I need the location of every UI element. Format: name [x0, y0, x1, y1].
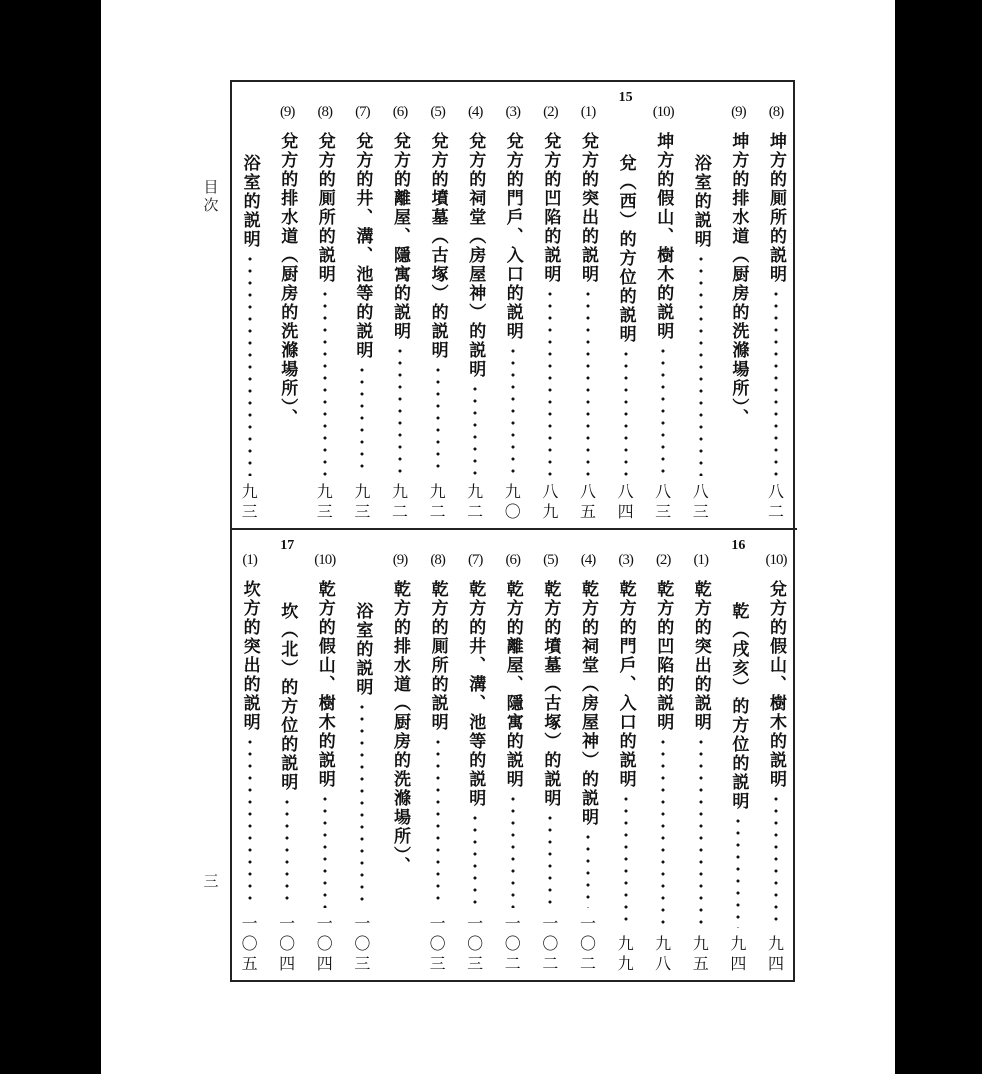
page-reference [573, 482, 603, 522]
dot-leader [624, 793, 628, 928]
toc-entry[interactable] [573, 530, 603, 980]
dot-leader [398, 345, 402, 476]
dot-leader [248, 736, 252, 908]
page-reference [761, 482, 791, 522]
entry-title: 兌方的井、溝、池等的説明 [352, 132, 373, 360]
scan-margin-left [0, 0, 101, 1074]
page-reference [611, 482, 641, 522]
dot-leader [586, 831, 590, 908]
dot-leader [473, 383, 477, 476]
entry-title: 坤方的厠所的説明 [766, 132, 786, 284]
page-digit: 九 [730, 934, 747, 953]
section-number: 15 [618, 90, 633, 105]
toc-entry[interactable] [498, 82, 528, 528]
entry-title: 乾（戌亥）的方位的説明 [728, 602, 749, 811]
page-digit: 二 [767, 502, 784, 521]
dot-leader [699, 736, 703, 928]
entry-number: (2) [543, 104, 558, 120]
page-digit: 四 [279, 954, 296, 973]
entry-number: (10) [314, 552, 336, 568]
entry-title: 乾方的厠所的説明 [427, 580, 448, 732]
entry-title: 浴室的説明 [690, 154, 711, 249]
page-digit: 〇 [354, 934, 371, 953]
page-reference [347, 482, 377, 522]
page-reference [272, 914, 302, 974]
page-digit: 〇 [467, 934, 484, 953]
entry-number: (1) [580, 104, 596, 120]
toc-entry[interactable] [235, 530, 265, 980]
entry-title: 乾方的井、溝、池等的説明 [465, 580, 486, 808]
page-digit: 九 [316, 482, 333, 501]
page-digit: 三 [241, 502, 258, 521]
page-digit: 九 [617, 954, 634, 973]
toc-entry[interactable] [535, 82, 565, 528]
page-digit: 九 [504, 482, 521, 501]
side-title-char: 次 [203, 196, 219, 214]
page-digit: 八 [767, 482, 784, 501]
page-digit: 三 [467, 954, 484, 973]
toc-entry[interactable] [235, 82, 265, 528]
dot-leader [736, 815, 740, 928]
page-digit: 八 [542, 482, 559, 501]
toc-entry[interactable] [272, 82, 302, 528]
page-digit: 〇 [316, 934, 333, 953]
page-reference [235, 482, 265, 522]
entry-title: 坎（北）的方位的説明 [277, 602, 298, 792]
section-title-contents [203, 178, 219, 214]
page-reference [460, 914, 490, 974]
page-digit: 三 [354, 502, 371, 521]
page-reference [385, 482, 415, 522]
page-digit: 九 [467, 482, 484, 501]
entry-title: 兌方的排水道（厨房的洗滌場所）、 [277, 132, 298, 428]
entry-number: (7) [355, 104, 370, 120]
page-number-marker [203, 872, 219, 890]
entry-number: (4) [580, 552, 596, 568]
entry-number: (8) [317, 104, 333, 120]
entry-number: (2) [655, 552, 671, 568]
page-reference [573, 914, 603, 974]
entry-number: (6) [392, 104, 408, 120]
page-reference [761, 934, 791, 974]
page-digit: 八 [655, 482, 672, 501]
dot-leader [360, 701, 364, 908]
page-digit: 一 [429, 914, 446, 933]
toc-entry[interactable] [573, 82, 603, 528]
entry-title: 兌方的祠堂（房屋神）的説明 [465, 132, 486, 379]
page-digit: 一 [579, 914, 596, 933]
page-digit: 二 [542, 954, 559, 973]
dot-leader [661, 345, 665, 476]
dot-leader [586, 288, 590, 476]
entry-number: (3) [618, 552, 633, 568]
page-digit: 〇 [241, 934, 258, 953]
toc-entry[interactable] [723, 82, 753, 528]
page-reference [611, 934, 641, 974]
page-digit: 三 [316, 502, 333, 521]
page-digit: 九 [617, 934, 634, 953]
page-digit: 〇 [542, 934, 559, 953]
page-digit: 〇 [279, 934, 296, 953]
entry-title: 兌方的門戶、入口的説明 [502, 132, 523, 341]
page-digit: 〇 [579, 934, 596, 953]
entry-number: (5) [543, 552, 558, 568]
toc-entry[interactable] [310, 82, 340, 528]
page-digit: 九 [655, 934, 672, 953]
toc-entry[interactable] [648, 82, 678, 528]
page-digit: 九 [542, 502, 559, 521]
entry-title: 乾方的墳墓（古塚）的説明 [540, 580, 561, 808]
entry-number: (1) [242, 552, 257, 568]
page-digit: 八 [617, 482, 634, 501]
dot-leader [661, 736, 665, 928]
dot-leader [511, 793, 515, 908]
dot-leader [360, 364, 364, 476]
page-reference [686, 482, 716, 522]
dot-leader [248, 253, 252, 476]
page-digit: 三 [692, 502, 709, 521]
entry-number: (10) [652, 104, 674, 120]
page-digit: 一 [354, 914, 371, 933]
dot-leader [548, 288, 552, 476]
entry-number: (1) [693, 552, 709, 568]
toc-entry[interactable] [686, 530, 716, 980]
entry-title: 兌方的離屋、隱寓的説明 [390, 132, 410, 341]
entry-title: 坤方的假山、樹木的説明 [653, 132, 674, 341]
page-reference [648, 934, 678, 974]
entry-title: 乾方的凹陷的説明 [653, 580, 674, 732]
entry-number: (9) [731, 104, 746, 120]
entry-title: 乾方的門戶、入口的説明 [615, 580, 636, 789]
page-digit: 一 [279, 914, 296, 933]
dot-leader [511, 345, 515, 476]
page-reference [648, 482, 678, 522]
page-digit: 一 [542, 914, 559, 933]
dot-leader [323, 793, 327, 908]
entry-number: (3) [505, 104, 521, 120]
page-reference [686, 934, 716, 974]
page-digit: 二 [429, 502, 446, 521]
dot-leader [436, 364, 440, 476]
entry-number: (10) [765, 552, 787, 568]
page-digit: 九 [354, 482, 371, 501]
entry-title: 兌方的凹陷的説明 [540, 132, 561, 284]
toc-top-half [232, 82, 795, 528]
page-reference [235, 914, 265, 974]
page-reference [423, 482, 453, 522]
page-digit: 四 [316, 954, 333, 973]
dot-leader [285, 796, 289, 908]
dot-leader [774, 288, 778, 476]
toc-entry[interactable] [498, 530, 528, 980]
dot-leader [473, 812, 477, 908]
page-digit: 〇 [504, 934, 521, 953]
page-digit: 三 [429, 954, 446, 973]
toc-entry[interactable] [648, 530, 678, 980]
page-digit: 九 [241, 482, 258, 501]
section-number: 17 [280, 538, 295, 553]
entry-title: 乾方的離屋、隱寓的説明 [502, 580, 523, 789]
toc-entry[interactable] [460, 82, 490, 528]
page-digit: 四 [767, 954, 784, 973]
page-reference [460, 482, 490, 522]
page-digit: 九 [692, 934, 709, 953]
entry-title: 兌方的假山、樹木的説明 [766, 580, 786, 789]
entry-title: 乾方的突出的説明 [690, 580, 711, 732]
page-digit: 九 [391, 482, 408, 501]
entry-number: (8) [768, 104, 784, 120]
page-digit: 八 [692, 482, 709, 501]
dot-leader [699, 253, 703, 476]
page-digit: 一 [316, 914, 333, 933]
entry-title: 兌方的墳墓（古塚）的説明 [427, 132, 448, 360]
entry-title: 坤方的排水道（厨房的洗滌場所）、 [728, 132, 749, 428]
page-reference [310, 482, 340, 522]
dot-leader [436, 736, 440, 908]
dot-leader [548, 812, 552, 908]
entry-title: 浴室的説明 [352, 602, 373, 697]
page-reference [498, 914, 528, 974]
page-reference [535, 914, 565, 974]
entry-title: 浴室的説明 [239, 154, 260, 249]
entry-title: 兌（西）的方位的説明 [615, 154, 636, 344]
page-number: 三 [203, 872, 219, 890]
toc-entry[interactable] [423, 82, 453, 528]
entry-title: 乾方的祠堂（房屋神）的説明 [578, 580, 598, 827]
page-digit: 四 [730, 954, 747, 973]
page-reference [310, 914, 340, 974]
entry-number: (9) [279, 104, 295, 120]
entry-number: (4) [467, 104, 483, 120]
toc-entry[interactable] [611, 82, 641, 528]
page-reference [535, 482, 565, 522]
page-digit: 二 [467, 502, 484, 521]
toc-entry[interactable] [310, 530, 340, 980]
toc-bottom-half [232, 530, 795, 980]
page-digit: 九 [429, 482, 446, 501]
toc-entry[interactable] [347, 82, 377, 528]
entry-number: (7) [467, 552, 483, 568]
entry-title: 乾方的排水道（厨房的洗滌場所）、 [390, 580, 410, 876]
page-digit: 三 [655, 502, 672, 521]
page-reference [498, 482, 528, 522]
page-digit: 〇 [504, 502, 521, 521]
page-digit: 三 [354, 954, 371, 973]
page-digit: 九 [767, 934, 784, 953]
page-reference [723, 934, 753, 974]
page-digit: 八 [579, 482, 596, 501]
entry-title: 兌方的厠所的説明 [314, 132, 335, 284]
page-digit: 二 [579, 954, 596, 973]
toc-entry[interactable] [761, 530, 791, 980]
page-reference [423, 914, 453, 974]
toc-entry[interactable] [347, 530, 377, 980]
toc-entry[interactable] [535, 530, 565, 980]
entry-number: (8) [430, 552, 445, 568]
page-digit: 八 [655, 954, 672, 973]
page-digit: 一 [241, 914, 258, 933]
dot-leader [624, 348, 628, 476]
dot-leader [774, 793, 778, 928]
entry-number: (6) [505, 552, 521, 568]
page-reference [347, 914, 377, 974]
page-digit: 二 [391, 502, 408, 521]
toc-entry[interactable] [611, 530, 641, 980]
page-digit: 五 [241, 954, 258, 973]
page-digit: 二 [504, 954, 521, 973]
page-digit: 一 [467, 914, 484, 933]
page-digit: 五 [579, 502, 596, 521]
toc-entry[interactable] [460, 530, 490, 980]
page-digit: 〇 [429, 934, 446, 953]
section-number: 16 [731, 538, 746, 553]
page-digit: 四 [617, 502, 634, 521]
entry-number: (9) [392, 552, 408, 568]
entry-title: 坎方的突出的説明 [239, 580, 260, 732]
entry-title: 乾方的假山、樹木的説明 [314, 580, 335, 789]
toc-entry[interactable] [723, 530, 753, 980]
scan-margin-right [895, 0, 982, 1074]
toc-entry[interactable] [385, 82, 415, 528]
entry-title: 兌方的突出的説明 [578, 132, 598, 284]
toc-entry[interactable] [272, 530, 302, 980]
page-digit: 五 [692, 954, 709, 973]
toc-entry[interactable] [686, 82, 716, 528]
toc-entry[interactable] [761, 82, 791, 528]
side-title-char: 目 [203, 178, 219, 196]
toc-entry[interactable] [385, 530, 415, 980]
dot-leader [323, 288, 327, 476]
toc-entry[interactable] [423, 530, 453, 980]
entry-number: (5) [430, 104, 445, 120]
page-digit: 一 [504, 914, 521, 933]
